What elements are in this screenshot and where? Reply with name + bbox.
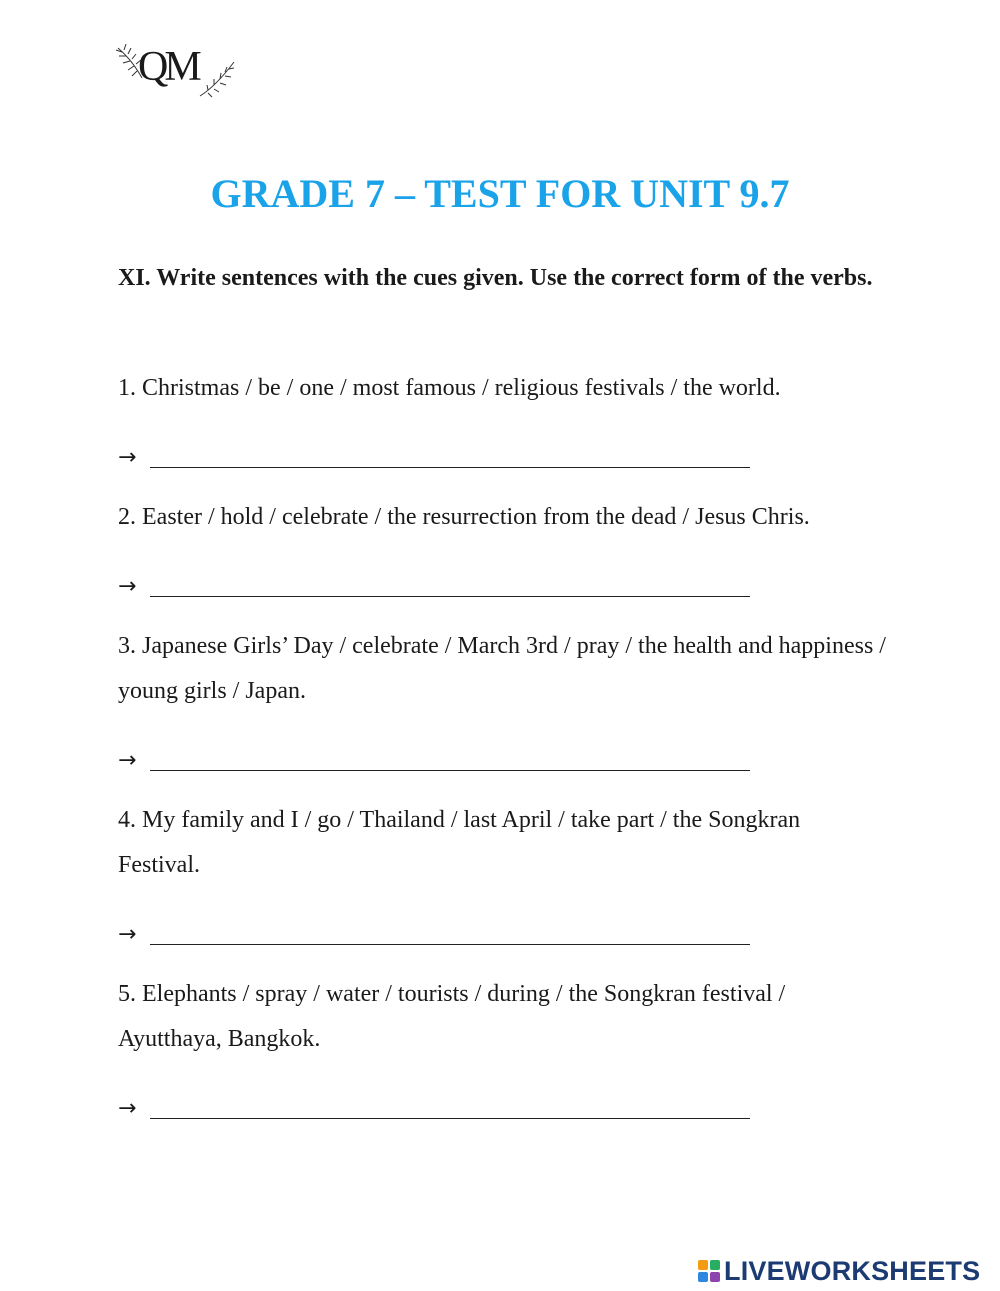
arrow-icon: → [118,922,137,947]
arrow-icon: → [118,1096,137,1121]
answer-row-2 [118,569,758,599]
question-2: 2. Easter / hold / celebrate / the resurrection from the dead / Jesus Chris. [118,504,810,530]
arrow-icon: → [118,445,137,470]
question-5: 5. Elephants / spray / water / tourists / during / the Songkran festival / Ayutthaya, Bangkok. [118,981,786,1052]
answer-input-4[interactable] [150,922,750,945]
arrow-icon: → [118,574,137,599]
answer-row-4 [118,917,758,947]
answer-input-2[interactable] [150,574,750,597]
color-block [698,1260,708,1270]
question-4: 4. My family and I / go / Thailand / last April / take part / the Songkran Festival. [118,807,801,878]
color-block [698,1272,708,1282]
color-block [710,1272,720,1282]
question-3: 3. Japanese Girls’ Day / celebrate / March 3rd / pray / the health and happiness / young girls / Japan. [118,633,886,704]
exercise-instruction: XI. Write sentences with the cues given. Use the correct form of the verbs. [118,265,873,291]
liveworksheets-logo[interactable] [698,1255,980,1287]
answer-row-1 [118,440,758,470]
answer-input-1[interactable] [150,445,750,468]
answer-input-5[interactable] [150,1096,750,1119]
color-blocks-icon [698,1260,720,1282]
arrow-icon: → [118,748,137,773]
brand-name: LIVEWORKSHEETS [724,1255,981,1286]
answer-input-3[interactable] [150,748,750,771]
question-1: 1. Christmas / be / one / most famous / religious festivals / the world. [118,375,781,401]
page-title: GRADE 7 – TEST FOR UNIT 9.7 [210,171,790,216]
answer-row-3 [118,743,758,773]
answer-row-5 [118,1091,758,1121]
logo-text: QM [138,44,198,90]
color-block [710,1260,720,1270]
